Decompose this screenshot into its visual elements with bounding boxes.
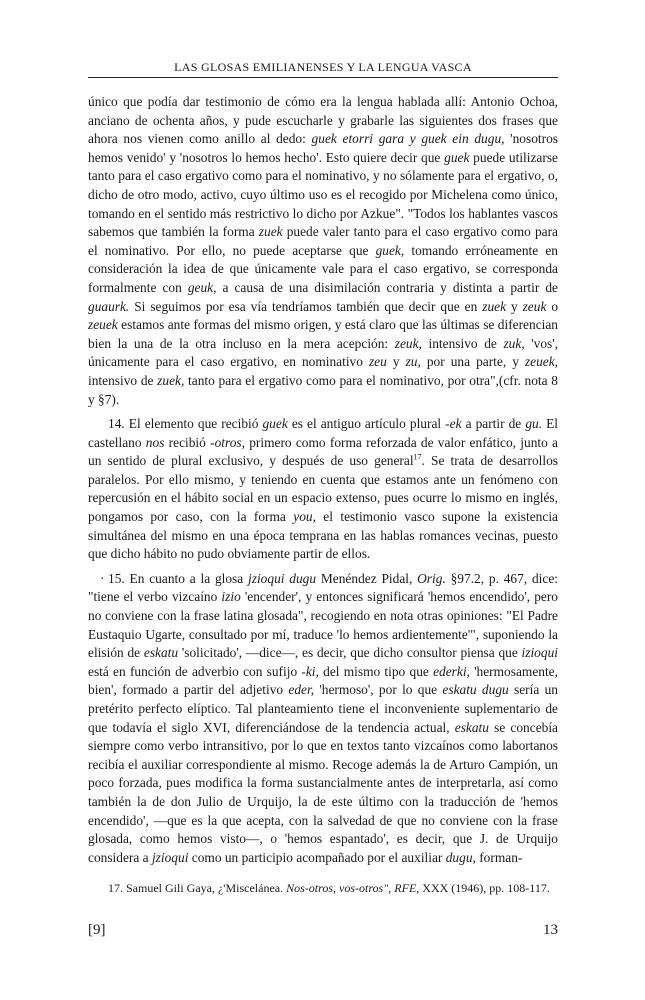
text-run: El castellano <box>88 416 559 450</box>
italic-term: zeuk <box>522 298 547 314</box>
text-run: se concebía siempre como verbo intransitivo, por lo que en textos tanto vizcaínos como labortanos recibía el auxiliar correspondiente al mismo. Recoge además la de Arturo Campión, un poco forzada, pues modifica la forma sustancialmente antes de interpretarla, así como también la de don Julio de Urquijo, la de este último con la traducción de 'hemos encendido', —que es la que acepta, con la salvedad de que no conviene con la frase glosada, como hemos visto—, o 'hemos espantado', es decir, que J. de Urquijo considera a <box>88 719 558 865</box>
text-run: es el antiguo artículo plural <box>287 416 446 432</box>
italic-term: eder, <box>288 682 315 698</box>
italic-term: zuek, <box>157 372 185 388</box>
text-run: el testimonio vasco supone la existencia simultánea del mismo en una época temprana en las hablas romances vecinas, puesto que dicho hábito no pudo obviamente partir de ellos. <box>88 509 558 562</box>
italic-term: RFE, <box>394 881 420 895</box>
text-run: y <box>386 354 406 370</box>
italic-term: zeuk, <box>394 335 422 351</box>
text-run: 'hermoso', por lo que <box>314 682 443 698</box>
italic-term: guaurk. <box>88 298 130 314</box>
text-run: En cuanto a la glosa <box>124 570 249 586</box>
italic-term: -otros, <box>210 434 245 450</box>
text-run: El elemento que recibió <box>124 416 263 432</box>
italic-term: geuk, <box>187 279 217 295</box>
text-run: único que podía dar testimonio de cómo era la lengua hablada allí: Antonio Ochoa, anciano de ochenta años, y pude escucharle y grabarle las siguientes dos frases que ahora nos vienen como anillo al dedo: <box>88 94 558 147</box>
italic-term: Orig. <box>417 570 446 586</box>
italic-term: zu, <box>405 354 421 370</box>
text-run: 17. Samuel Gili Gaya, ¿'Miscelánea. <box>108 881 287 895</box>
page-number: 13 <box>543 922 558 938</box>
italic-term: gu. <box>525 416 543 432</box>
text-run: del mismo tipo que <box>318 663 434 679</box>
text-run: tanto para el ergativo como para el nominativo, por otra",(cfr. nota 8 y §7). <box>88 372 558 407</box>
text-run: o <box>546 298 559 314</box>
text-run: Si seguimos por esa vía tendríamos también que decir que en <box>129 298 483 314</box>
italic-term: zeu <box>368 354 387 370</box>
folio-left: [9] <box>88 922 106 938</box>
text-run: 'encender', y entonces significará 'hemos encendido', pero no conviene con la frase latina glosada", recogiendo en nota otras opiniones: "El Padre Eustaquio Ugarte, consultado por mí, traduce 'lo hemos ardientemente'", suponiendo la elisión de <box>88 589 559 661</box>
text-run: forman- <box>475 849 523 865</box>
section-number: 14. <box>108 416 125 432</box>
text-run: a causa de una disimilación contraria y distinta a partir de <box>216 279 558 295</box>
text-run: por una parte, y <box>420 354 525 370</box>
italic-term: guek <box>444 149 470 165</box>
italic-term: eskatu dugu <box>442 682 509 698</box>
footnote-ref: 17 <box>413 452 422 462</box>
body-text <box>88 93 558 867</box>
running-header: LAS GLOSAS EMILIANENSES Y LA LENGUA VASCA <box>174 60 472 74</box>
italic-term: -ek <box>445 416 462 432</box>
text-run: 'hermosamente, bien', formado a partir del adjetivo <box>88 663 558 698</box>
italic-term: nos <box>145 434 165 450</box>
italic-term: zeuek <box>88 317 118 333</box>
margin-mark: · <box>100 570 105 586</box>
text-run: XXX (1946), pp. 108-117. <box>419 881 550 895</box>
italic-term: eskatu <box>143 645 179 661</box>
italic-term: guek <box>262 416 288 432</box>
text-run: 'solicitado', —dice—, es decir, que dicho consultor piensa que <box>178 645 522 661</box>
text-run: puede utilizarse tanto para el caso ergativo como para el nominativo, y no sólamente para el ergativo, o, dicho de otro modo, activo, cuyo último uso es el recogido por Michelena como único, tomando en el sentido más restrictivo lo dicho por Azkue". "Todos los hablantes vascos sabemos que también la forma <box>88 149 558 240</box>
text-run: como un participio acompañado por el auxiliar <box>188 849 446 865</box>
footnote-17 <box>88 880 558 896</box>
text-run: está en función de adverbio con sufijo <box>88 663 302 679</box>
italic-term: dugu, <box>445 849 476 865</box>
paragraph-1 <box>88 93 558 409</box>
italic-term: eskatu <box>454 719 489 735</box>
italic-term: guek, <box>375 242 405 258</box>
italic-term: Nos-otros, vos-otros", <box>286 881 392 895</box>
italic-term: you, <box>293 509 316 525</box>
italic-term: zuk, <box>503 335 525 351</box>
italic-term: ederki, <box>433 663 470 679</box>
italic-term: guek etorri gara y guek ein dugu, <box>311 131 505 147</box>
italic-term: zeuek, <box>524 354 559 370</box>
italic-term: zuek <box>258 224 283 240</box>
italic-term: zuek <box>482 298 507 314</box>
italic-term: izioqui <box>521 645 558 661</box>
text-run: 'nosotros hemos venido' y 'nosotros lo hemos hecho'. Esto quiere decir que <box>88 131 558 165</box>
paragraph-15 <box>88 570 558 868</box>
text-run: Menéndez Pidal, <box>316 570 418 586</box>
text-run: y <box>506 298 523 314</box>
header-rule <box>88 77 558 78</box>
text-run: 'vos', únicamente para el caso ergativo, en nominativo <box>88 335 559 370</box>
text-run: tomando erróneamente en consideración la idea de que únicamente vale para el caso ergativo, se corresponda formalmente con <box>88 242 558 295</box>
italic-term: jzioqui <box>151 849 189 865</box>
italic-term: -ki, <box>301 663 319 679</box>
text-run: . Se trata de desarrollos paralelos. Por ello mismo, y teniendo en cuenta que estamos ante un fenómeno con repercusión en el hábito social en un espacio extenso, pues ocurre lo mismo en inglés, pongamos por caso, con la forma <box>88 453 558 525</box>
text-run: intensivo de <box>421 335 504 351</box>
text-run: estamos ante formas del mismo origen, y está claro que las últimas se diferencian bien la una de la otra incluso en la mera acepción: <box>88 317 558 351</box>
section-number: 15. <box>108 570 125 586</box>
text-run: puede valer tanto para el caso ergativo como para el nominativo. Por ello, no puede aceptarse que <box>88 224 558 258</box>
italic-term: jzioqui dugu <box>248 570 317 586</box>
text-run: intensivo de <box>88 372 158 388</box>
paragraph-14 <box>88 415 558 564</box>
text-run: primero como forma reforzada de valor enfático, junto a un sentido de plural exclusivo, y después de uso general <box>88 434 559 469</box>
text-run: a partir de <box>461 416 526 432</box>
text-run: §97.2, p. 467, dice: "tiene el verbo vizcaíno <box>88 570 558 605</box>
text-run: sería un pretérito perfecto elíptico. Tal planteamiento tiene el inconveniente suplementario de que todavía el siglo XVI, diferenciándose de la tendencia actual, <box>88 682 558 735</box>
italic-term: izio <box>221 589 241 605</box>
text-run: recibió <box>164 434 211 450</box>
